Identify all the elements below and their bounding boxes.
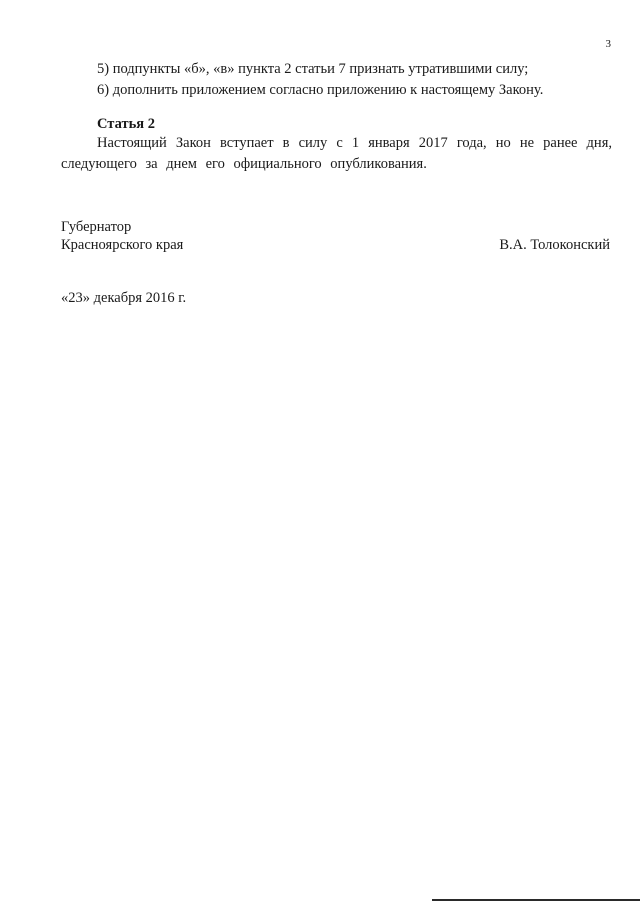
signing-date: «23» декабря 2016 г. [61,290,187,306]
signature-title-line-1: Губернатор [61,219,132,235]
page-number: 3 [605,38,611,50]
signature-title-line-2: Красноярского края [61,237,184,253]
signer-name: В.А. Толоконский [499,237,610,253]
list-item: 5) подпункты «б», «в» пункта 2 статьи 7 признать утратившими силу; [97,61,529,77]
scan-edge-line [432,899,640,901]
article-body [61,133,612,175]
article-heading: Статья 2 [97,116,155,132]
list-item: 6) дополнить приложением согласно приложению к настоящему Закону. [97,82,544,98]
article-body-text: Настоящий Закон вступает в силу с 1 января 2017 года, но не ранее дня, следующего за днем его официального опубликования. [61,135,612,172]
